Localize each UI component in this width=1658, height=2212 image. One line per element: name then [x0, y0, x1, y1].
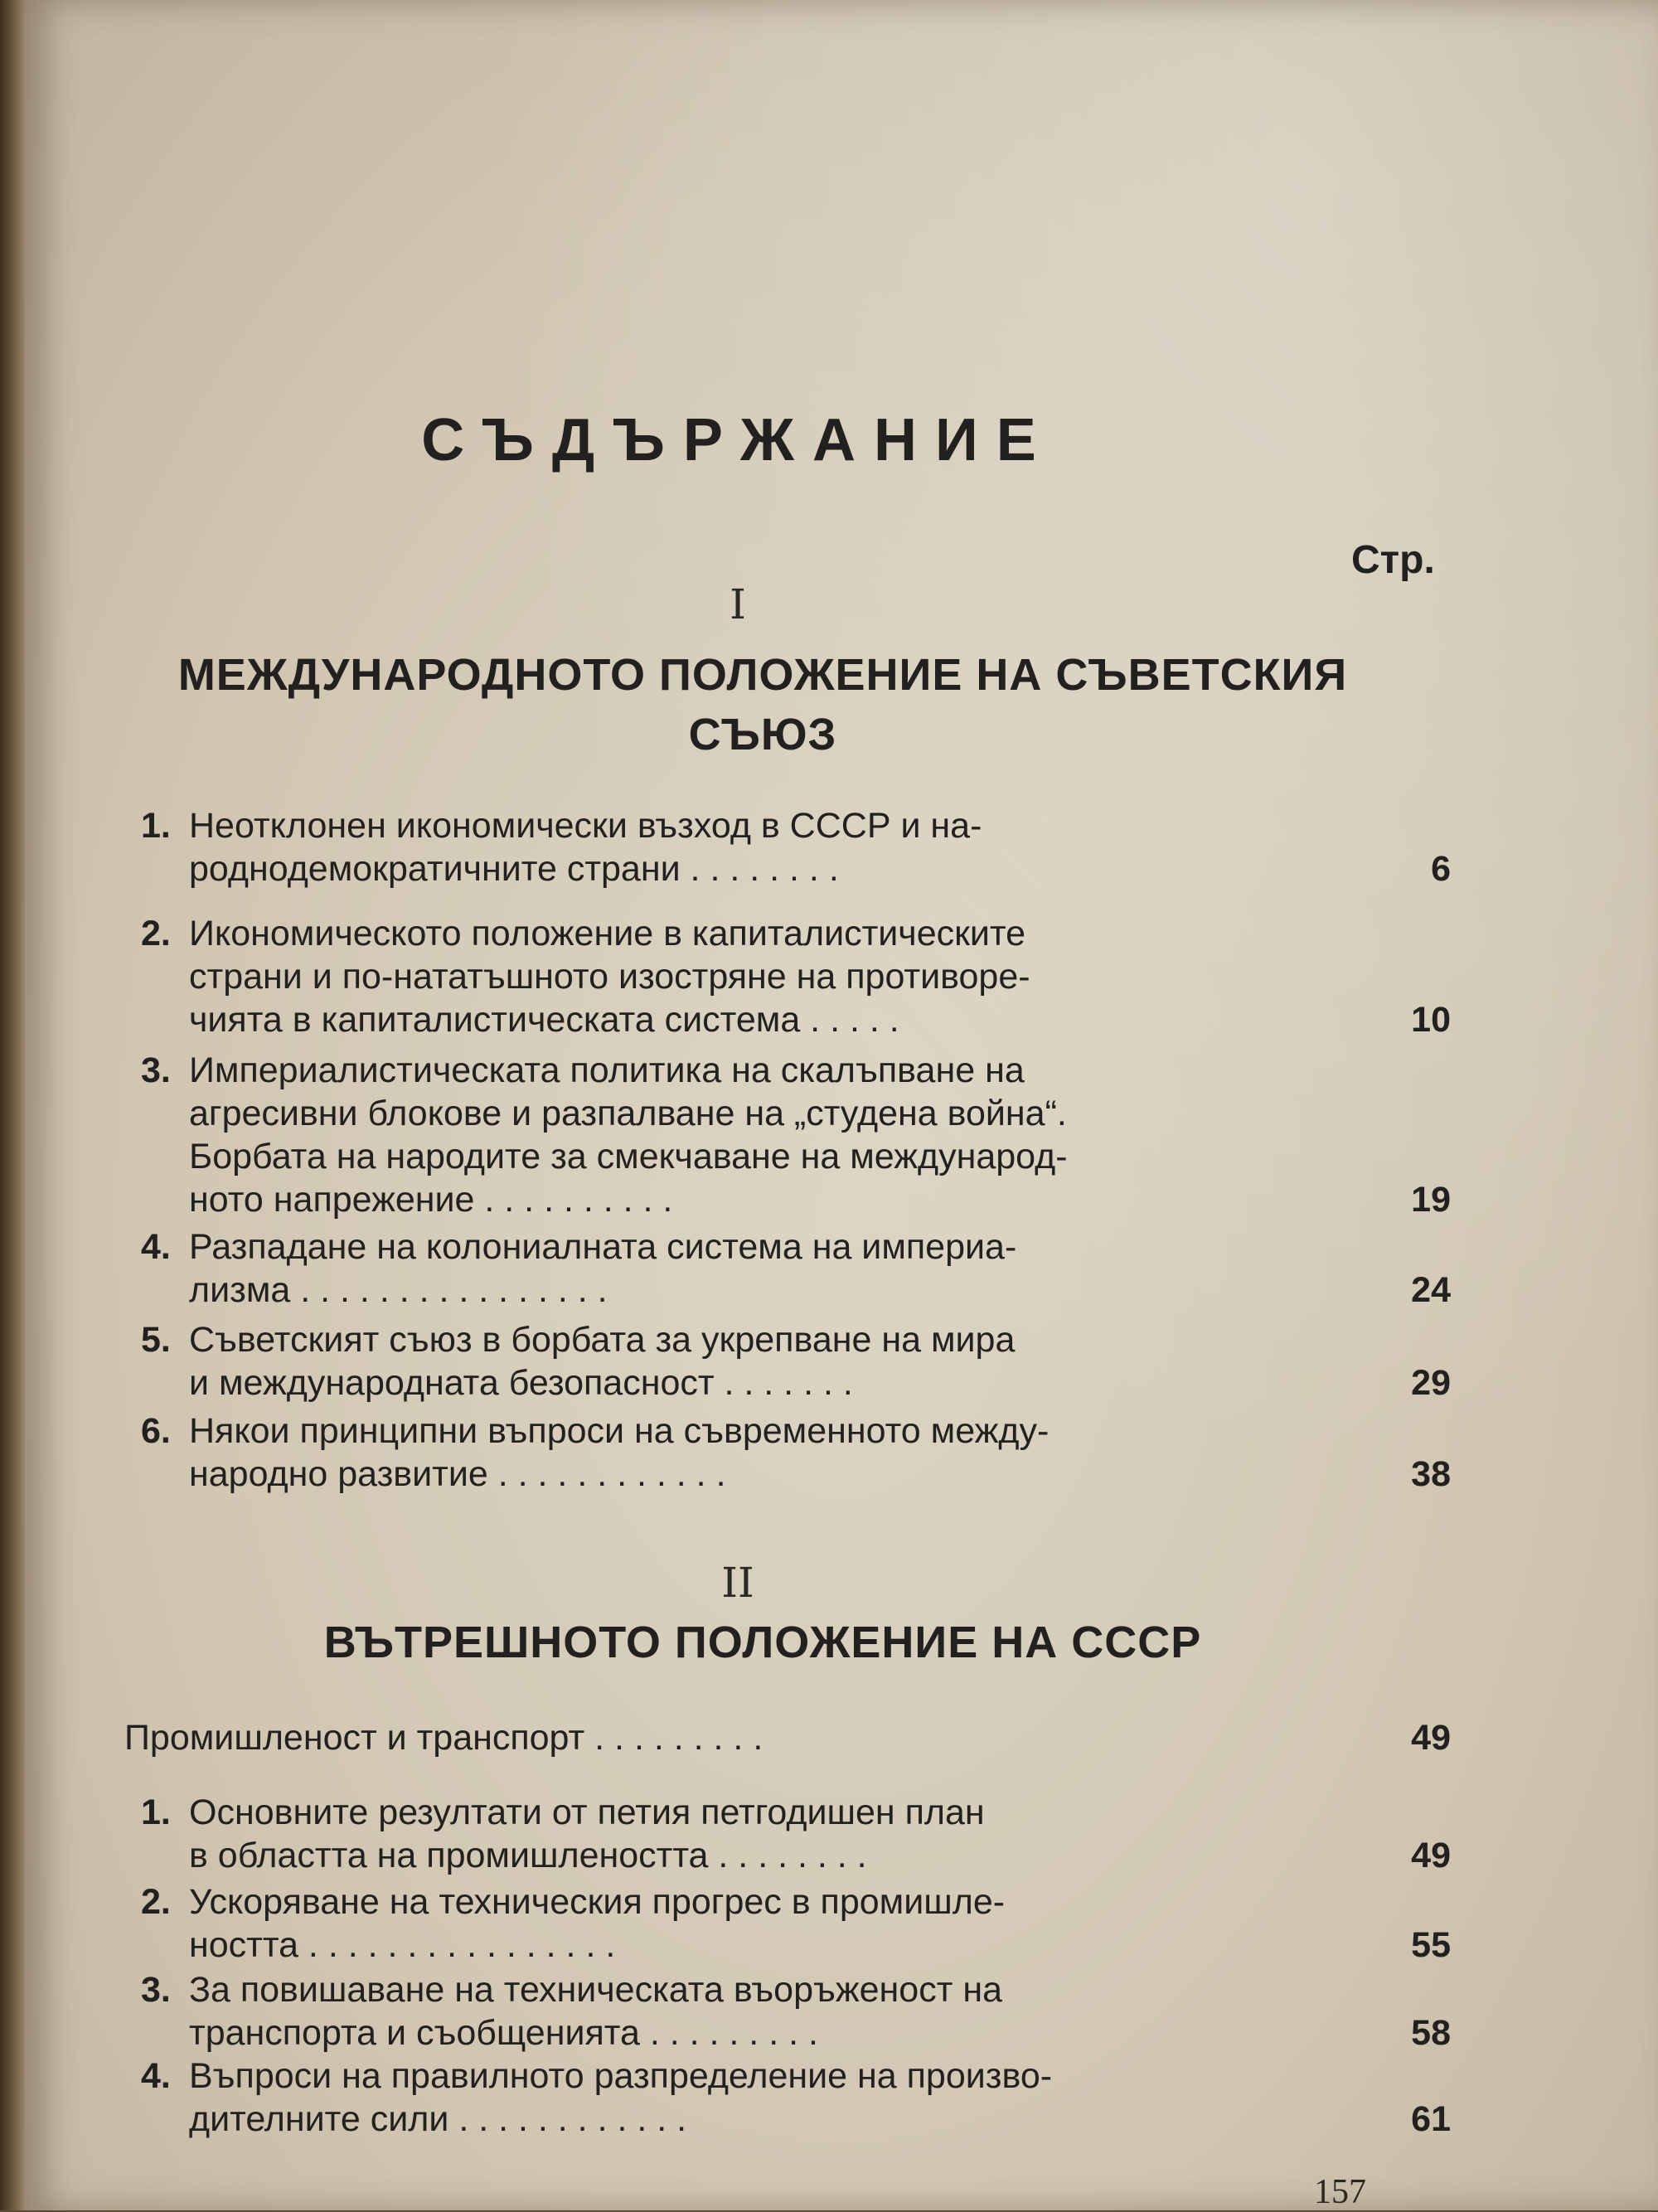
page-column-label: Стр. — [1351, 538, 1435, 582]
entry-number: 3. — [141, 1970, 171, 2010]
entry-number: 1. — [141, 806, 171, 846]
entry-number: 4. — [141, 2056, 171, 2096]
book-page — [25, 0, 1658, 2210]
toc-entry[interactable] — [141, 912, 1451, 1041]
toc-entry[interactable] — [141, 1409, 1451, 1496]
entry-title: Някои принципни въпроси на съвременното между- народно развитие . . . . . . . . . . . . — [189, 1411, 1050, 1494]
toc-entry[interactable] — [141, 1318, 1451, 1404]
toc-entry[interactable] — [141, 1968, 1451, 2054]
section-2-numeral: II — [721, 1559, 754, 1607]
entry-number: 6. — [141, 1411, 171, 1451]
entry-number: 2. — [141, 1882, 171, 1922]
page-folio-number: 157 — [1314, 2173, 1366, 2211]
entry-title: Съветският съюз в борбата за укрепване на мира и международната безопасност . . . . . . . — [189, 1320, 1016, 1403]
subheading-page-number: 49 — [1411, 1718, 1451, 1758]
entry-number: 4. — [141, 1227, 171, 1267]
entry-page-number: 61 — [1411, 2099, 1451, 2139]
entry-title: Икономическото положение в капиталистическите страни и по-нататъшното изостряне на противоре- чията в капиталистическата система . . . . . — [189, 914, 1030, 1040]
entry-title: За повишаване на техническата въоръженост на транспорта и съобщенията . . . . . . . . . — [189, 1970, 1003, 2053]
section-1-heading: МЕЖДУНАРОДНОТО ПОЛОЖЕНИЕ НА СЪВЕТСКИЯ СЪЮЗ — [177, 650, 1348, 759]
entry-page-number: 38 — [1411, 1454, 1451, 1494]
entry-number: 3. — [141, 1050, 171, 1090]
entry-title: Империалистическата политика на скалъпване на агресивни блокове и разпалване на „студена война“. Борбата на народите за смекчаване на международ- ното напрежение . . . . . . . . . . — [189, 1050, 1068, 1220]
toc-subheading[interactable] — [124, 1718, 1451, 1758]
subheading-title: Промишленост и транспорт . . . . . . . . . — [124, 1718, 764, 1758]
entry-number: 2. — [141, 914, 171, 953]
toc-entry[interactable] — [141, 1880, 1451, 1967]
entry-number: 5. — [141, 1320, 171, 1360]
entry-page-number: 55 — [1411, 1925, 1451, 1965]
entry-title: Ускоряване на техническия прогрес в промишле- ността . . . . . . . . . . . . . . . . — [189, 1882, 1006, 1965]
toc-entry[interactable] — [141, 804, 1451, 890]
toc-entry[interactable] — [141, 1049, 1451, 1221]
entry-page-number: 6 — [1431, 849, 1451, 889]
entry-page-number: 58 — [1411, 2013, 1451, 2053]
toc-entry[interactable] — [141, 1225, 1451, 1312]
entry-number: 1. — [141, 1792, 171, 1832]
page-title: СЪДЪРЖАНИЕ — [421, 407, 1054, 473]
entry-page-number: 29 — [1411, 1363, 1451, 1403]
entry-title: Неотклонен икономически възход в СССР и на- роднодемократичните страни . . . . . . . . — [189, 806, 982, 889]
entry-title: Основните резултати от петия петгодишен план в областта на промишлеността . . . . . . . . — [189, 1792, 985, 1875]
entry-page-number: 24 — [1411, 1270, 1451, 1310]
section-1-numeral: I — [730, 580, 746, 628]
section-2-heading: ВЪТРЕШНОТО ПОЛОЖЕНИЕ НА СССР — [323, 1618, 1202, 1667]
toc-entry[interactable] — [141, 1791, 1451, 1877]
book-spine-edge — [0, 0, 28, 2210]
entry-page-number: 49 — [1411, 1836, 1451, 1875]
toc-entry[interactable] — [141, 2054, 1451, 2141]
entry-page-number: 19 — [1411, 1180, 1451, 1220]
entry-title: Разпадане на колониалната система на империа- лизма . . . . . . . . . . . . . . . . — [189, 1227, 1017, 1310]
entry-page-number: 10 — [1411, 1000, 1451, 1040]
entry-title: Въпроси на правилното разпределение на произво- дителните сили . . . . . . . . . . . . — [189, 2056, 1053, 2139]
